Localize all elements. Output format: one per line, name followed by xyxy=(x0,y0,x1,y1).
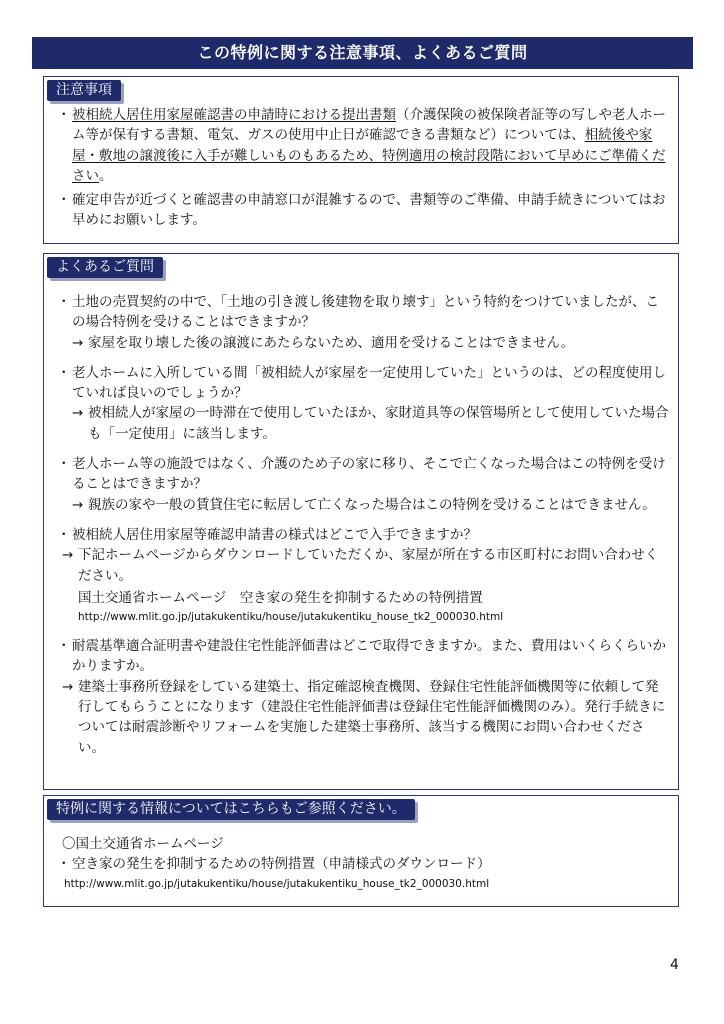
page-number: 4 xyxy=(670,957,679,973)
note-underline: 相続後や家屋・敷地の譲渡後に入手が難しいものもあるため、特例適用の検討段階において早めにご準備ください xyxy=(72,127,666,184)
note-item xyxy=(62,105,670,186)
notes-tab: 注意事項 xyxy=(47,80,121,101)
faq-answer: → 建築士事務所登録をしている建築士、指定確認検査機関、登録住宅性能評価機関等に依頼して発行してもらうことになります（建設住宅性能評価書は登録住宅性能評価機関のみ）。発行手続きについては耐震診断やリフォームを実施した建築士事務所、該当する機関にお問い合わせください。 xyxy=(62,677,670,758)
faq-question: ・ 老人ホームに入所している間「被相続人が家屋を一定使用していた」というのは、どの程度使用していれば良いのでしょうか？ xyxy=(62,363,670,404)
faq-tab: よくあるご質問 xyxy=(47,257,163,278)
faq-item xyxy=(62,363,670,444)
info-section xyxy=(43,795,679,907)
faq-question: ・ 耐震基準適合証明書や建設住宅性能評価書はどこで取得できますか。また、費用はいくらくらいかかりますか。 xyxy=(62,636,670,677)
faq-body xyxy=(62,292,670,768)
faq-question: ・ 被相続人居住用家屋等確認申請書の様式はどこで入手できますか？ xyxy=(62,525,670,545)
faq-answer: → 親族の家や一般の賃貸住宅に転居して亡くなった場合はこの特例を受けることはできません。 xyxy=(72,495,670,515)
faq-question: ・ 老人ホーム等の施設ではなく、介護のため子の家に移り、そこで亡くなった場合はこの特例を受けることはできますか？ xyxy=(62,454,670,495)
faq-item xyxy=(62,454,670,515)
info-site-name: 〇国土交通省ホームページ xyxy=(62,836,224,852)
note-text: （介護保険の被保険者証等の写しや老人ホーム等が保有する書類、電気、ガスの使用中止日が確認できる書類など）については、 xyxy=(72,107,666,144)
note-text: 。 xyxy=(99,167,113,184)
note-underline: 被相続人居住用家屋確認書の申請時における提出書類 xyxy=(72,107,396,123)
info-tab: 特例に関する情報についてはこちらもご参照ください。 xyxy=(47,799,415,820)
faq-site-name: 国土交通省ホームページ 空き家の発生を抑制するための特例措置 xyxy=(78,589,483,606)
notes-body xyxy=(62,105,670,231)
faq-url-link[interactable]: http://www.mlit.go.jp/jutakukentiku/house/jutakukentiku_house_tk2_000030.html xyxy=(78,611,504,624)
info-body xyxy=(62,834,670,893)
faq-answer: → 家屋を取り壊した後の譲渡にあたらないため、適用を受けることはできません。 xyxy=(72,333,670,353)
faq-answer: → 被相続人が家屋の一時滞在で使用していたほか、家財道具等の保管場所として使用していた場合も「一定使用」に該当します。 xyxy=(72,403,670,444)
faq-question: ・ 土地の売買契約の中で、「土地の引き渡し後建物を取り壊す」という特約をつけていましたが、この場合特例を受けることはできますか？ xyxy=(62,292,670,333)
faq-answer: → 下記ホームページからダウンロードしていただくか、家屋が所在する市区町村にお問い合わせください。 xyxy=(62,545,670,586)
faq-item xyxy=(62,636,670,758)
info-url-link[interactable]: http://www.mlit.go.jp/jutakukentiku/house/jutakukentiku_house_tk2_000030.html xyxy=(64,877,490,890)
faq-item xyxy=(62,525,670,626)
faq-section xyxy=(43,253,679,790)
info-item: ・ 空き家の発生を抑制するための特例措置（申請様式のダウンロード） xyxy=(62,854,670,874)
note-item: ・ 確定申告が近づくと確認書の申請窓口が混雑するので、書類等のご準備、申請手続きについてはお早めにお願いします。 xyxy=(62,190,670,231)
faq-item xyxy=(62,292,670,353)
page-title: この特例に関する注意事項、よくあるご質問 xyxy=(32,37,693,69)
notes-section xyxy=(43,76,679,244)
